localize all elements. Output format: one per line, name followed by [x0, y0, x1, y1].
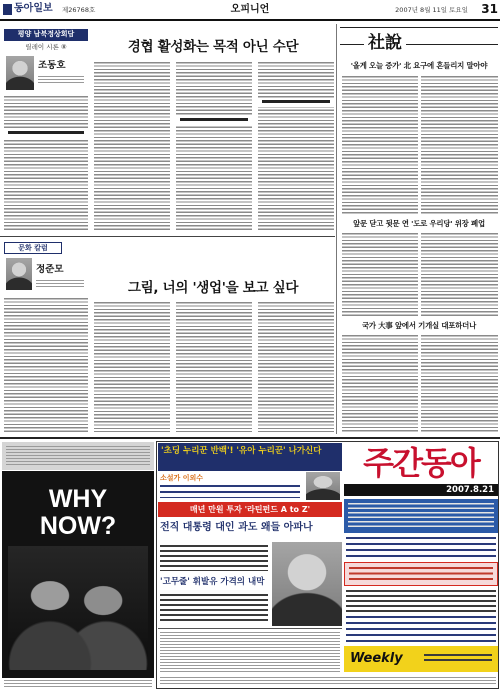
author-photo [6, 258, 32, 290]
editorial-top-rule [340, 27, 498, 28]
author-name: 정준모 [36, 264, 64, 275]
article-body-text [176, 302, 252, 432]
weekly-ad-author-photo [306, 472, 340, 500]
weekly-ad-headline[interactable]: '고무줄' 휘발유 가격의 내막 [160, 577, 265, 587]
article-body-text [4, 96, 88, 232]
author-photo [6, 56, 34, 90]
weekly-ad-red-banner-text: 매년 만원 투자 '라틴펀드 A to Z' [189, 505, 311, 514]
left-ad-headline: WHY NOW? [39, 486, 117, 540]
column-series-label: 평양 남북정상회담 [4, 29, 88, 41]
ad-section-rule [0, 437, 500, 439]
editorial-rule [340, 44, 364, 45]
article-body-text [258, 62, 334, 232]
weekly-box-label: Weekly [350, 651, 403, 666]
editorial-body-text [342, 76, 418, 214]
article-subhead [176, 116, 252, 125]
article-body-text [258, 302, 334, 432]
weekly-ad-copy-text [349, 567, 493, 582]
section-divider [0, 236, 335, 237]
weekly-ad-rule [158, 628, 342, 629]
editorial-body-text [421, 76, 498, 214]
weekly-ad-copy-text [346, 537, 496, 559]
column-divider [336, 24, 337, 434]
left-ad-photo [8, 546, 148, 670]
weekly-ad-copy-text [348, 503, 494, 529]
culture-headline[interactable]: 그림, 너의 '생업'을 보고 싶다 [127, 280, 299, 296]
article-subhead [4, 129, 88, 138]
editorial-title[interactable]: '올게 오늘 증가' 北 요구에 흔들리지 말아야 [350, 61, 488, 70]
editorial-body-text [421, 335, 498, 433]
weekly-box-text [424, 654, 492, 664]
editorial-title[interactable]: 국가 大事 앞에서 기개실 대포하더나 [361, 321, 477, 330]
weekly-ad-blue-panel[interactable] [344, 499, 498, 533]
weekly-ad-banner[interactable] [158, 443, 342, 471]
column-subseries-label: 릴레이 시론 ⑧ [25, 43, 67, 51]
article-body-text [176, 62, 252, 232]
left-ad-text-box[interactable] [2, 442, 154, 470]
weekly-ad-footer-text [160, 677, 496, 686]
weekly-issue-date: 2007.8.21 [446, 485, 494, 495]
weekly-ad-yellow-box[interactable] [344, 646, 498, 672]
weekly-ad-photo [272, 542, 342, 626]
article-body-text [4, 298, 88, 432]
weekly-ad-red-banner[interactable] [158, 502, 342, 517]
publication-date: 2007년 8월 11일 토요일 [395, 6, 468, 14]
issue-number: 제26768호 [62, 6, 96, 14]
weekly-ad-copy-text [346, 616, 496, 642]
left-ad-footer-text [4, 680, 152, 688]
masthead-logo[interactable]: 동아일보 [14, 3, 53, 14]
weekly-ad-quote-text [160, 485, 300, 498]
weekly-ad-copy-text [160, 594, 268, 624]
masthead-emblem-icon [3, 4, 12, 15]
editorial-body-text [342, 233, 418, 316]
author-title-text [38, 76, 84, 85]
weekly-ad-copy-text [346, 590, 496, 612]
weekly-ad-author-label: 소설가 이외수 [160, 474, 204, 482]
weekly-brand-logo[interactable]: 주간동아 [363, 444, 479, 482]
weekly-ad-copy-text [160, 545, 268, 571]
editorial-rule [406, 44, 498, 45]
article-body-text [94, 302, 170, 432]
editorial-body-text [421, 233, 498, 316]
weekly-ad-headline[interactable]: 전직 대통령 대인 과도 왜들 아파나 [160, 522, 313, 533]
section-title: 오피니언 [230, 4, 270, 15]
article-body-text [94, 62, 170, 232]
column-headline[interactable]: 경협 활성화는 목적 아닌 수단 [127, 39, 299, 55]
editorial-header: 社說 [368, 33, 402, 53]
masthead-rule [0, 19, 500, 21]
weekly-ad-banner-text: '초딩 누리꾼 반백'! '유아 누리꾼' 나가신다 [161, 446, 322, 456]
weekly-ad-pink-box[interactable] [344, 562, 498, 586]
weekly-issue-strip [344, 484, 498, 496]
article-subhead [258, 98, 334, 107]
culture-column-label: 문화 칼럼 [4, 242, 62, 254]
editorial-title[interactable]: 앞문 닫고 뒷문 연 '도로 우리당' 위장 폐업 [353, 219, 485, 228]
editorial-body-text [342, 335, 418, 433]
author-name: 조동호 [38, 60, 66, 71]
left-ad-copy-text [6, 446, 150, 466]
author-title-text [36, 280, 84, 287]
page-number: 31 [481, 2, 498, 16]
weekly-ad-fine-print [160, 632, 340, 672]
